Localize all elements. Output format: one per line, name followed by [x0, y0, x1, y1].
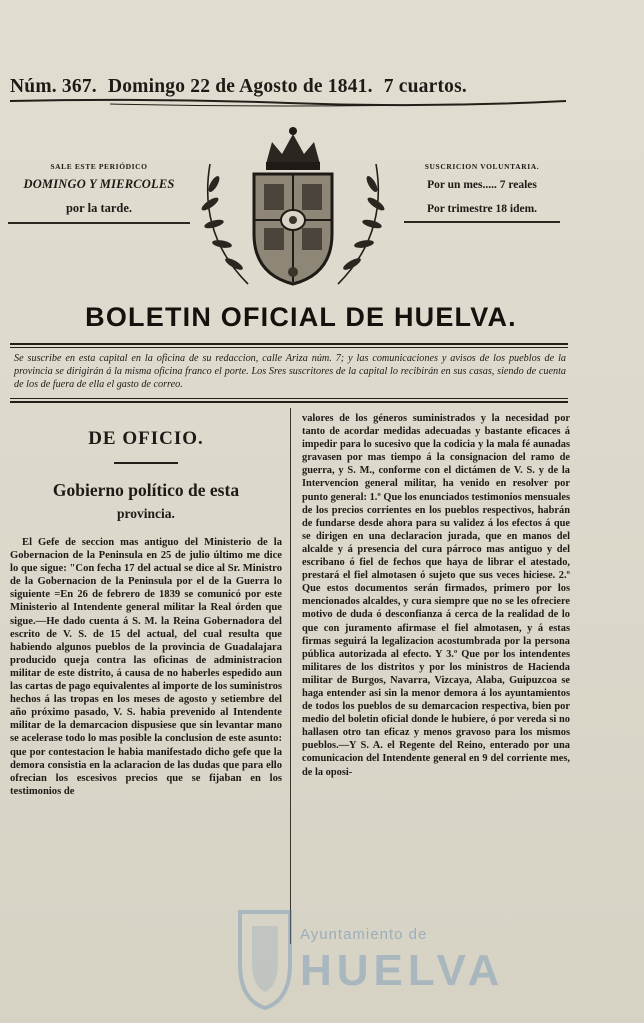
- watermark-line1: Ayuntamiento de: [300, 926, 428, 943]
- watermark-line2: HUELVA: [300, 946, 505, 995]
- divider: [10, 347, 568, 348]
- issue-date: Domingo 22 de Agosto de 1841.: [107, 76, 373, 97]
- left-column: [10, 428, 282, 798]
- divider: [10, 343, 568, 345]
- article-text-right: valores de los géneros suministrados y la necesidad por tanto de acordar medidas adecuadas y bastante eficaces á impedir para lo sucesivo que la codicia y la mala fé aunadas gravasen por mas tiempo á la consignacion del ramo de guerra, y S. M., conforme con el dictámen de V. S. y de la Intervencion general militar, ha venido en resolver por punto general: 1.º Que los enunciados testimonios mensuales de los precios corrientes en los pueblos respectivos, habrán de fundarse desde ahora para su validez á los efectos á que se dirigen en una declaracion jurada, que en manos del alcalde y á presencia del cura párroco mas antiguo y del escribano ó fiel de fechos que haya de librar el atestado, prestará el fiel almotasen ó sujeto que sus veces hiciese. 2.º Que estos documentos serán firmados, primero por los mencionados alcaldes, y cura siempre que no se les ofreciere motivo de duda ó desconfianza á cerca de la realidad de lo que con juramento afirmase el fiel almotasen, y á estas firmas seguirá la legalizacion acostumbrada por la persona pública autorizada al efecto. Y 3.º Que por los intendentes militares de los distritos y por los ministros de Hacienda militar de Burgos, Navarra, Vizcaya, Alaba, Guipuzcoa se haga entender asi sin la menor demora á los ayuntamientos de todos los pueblos de su demarcacion respectiva, bien por medio del boletin oficial donde le hubiere, ó por vereda si no hallasen otro tan eficaz y menos gravoso para los mismos pueblos.—Y S. A. el Regente del Reino, enterado por una comunicacion del Intendente general en 9 del corriente mes, de la oposi-: [302, 413, 570, 778]
- divider: [114, 462, 178, 464]
- subscription-notice: Se suscribe en esta capital en la oficina de su redaccion, calle Ariza núm. 7; y las comunicaciones y avisos de los pueblos de la provincia se dirigirán á la misma oficina franco el porte. Los Sres suscritores de la capital lo recibirán en sus casas, siendo de cuenta de los de fuera de ella el gasto de correo.: [14, 353, 566, 390]
- schedule-time: por la tarde.: [65, 201, 133, 215]
- issue-price: 7 cuartos.: [383, 76, 467, 97]
- masthead-ornament-rule: [10, 98, 566, 108]
- subscription-caption: SUSCRICION VOLUNTARIA.: [424, 162, 540, 171]
- divider: [10, 401, 568, 403]
- subscription-info: [404, 162, 560, 223]
- divider: [10, 398, 568, 399]
- newspaper-title: BOLETIN OFICIAL DE HUELVA.: [85, 302, 517, 332]
- masthead: [10, 76, 566, 98]
- publication-schedule: [8, 162, 190, 224]
- schedule-days: DOMINGO Y MIERCOLES: [23, 177, 175, 191]
- section-heading: DE OFICIO.: [88, 428, 204, 449]
- article-text-left: El Gefe de seccion mas antiguo del Ministerio de la Gobernacion de la Peninsula en 25 de julio último me dice lo que sigue: "Con fecha 17 del actual se dice al Sr. Ministro de la Gobernacion de la Peninsula por el de la Guerra lo siguiente =En 26 de febrero de 1839 se comunicó por este Ministerio al Intendente general militar la Real órden que sigue.—He dado cuenta á S. M. la Reina Gobernadora del escrito de V. S. de 15 del actual, del cual resulta que habiendo algunos pueblos de la provincia de Guadalajara producido queja contra las oficinas de administracion militar de este distrito, á causa de no haberles espedido aun las cartas de pago equivalentes al importe de los suministros hechos á las tropas en los meses de agosto y setiembre del año próximo pasado, V. S. habia prevenido al Intendente militar de la demarcacion dispusiese que sin levantar mano se acelerase todo lo mas posible la conclusion de este asunto: que por contestacion le habia manifestado dicho gefe que la demora consistia en la aclaracion de las dudas que para ello ofrecian los escesivos precios que se fijaban en los testimonios de: [10, 537, 282, 797]
- divider: [404, 221, 560, 223]
- section-subheading-continued: provincia.: [117, 506, 175, 521]
- section-subheading: Gobierno político de esta: [52, 480, 240, 500]
- column-divider: [290, 408, 291, 944]
- divider: [8, 222, 190, 224]
- monthly-price: Por un mes..... 7 reales: [427, 179, 537, 191]
- trimester-price: Por trimestre 18 idem.: [426, 203, 538, 215]
- schedule-caption: SALE ESTE PERIÓDICO: [50, 162, 148, 171]
- coat-of-arms-emblem: [188, 124, 398, 296]
- issue-number: Núm. 367.: [10, 76, 97, 97]
- right-column: [302, 412, 570, 779]
